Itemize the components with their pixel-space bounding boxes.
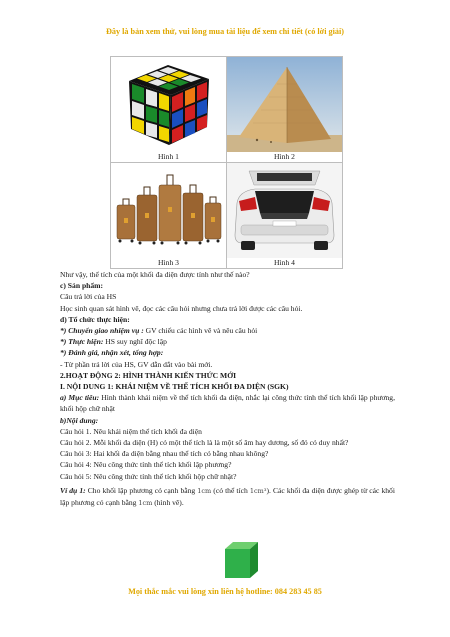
unit-cm: 1cm — [197, 486, 212, 495]
figure-cell-3 — [111, 163, 227, 269]
danh-gia-label: *) Đánh giá, nhận xét, tổng hợp: — [60, 348, 164, 358]
figure-caption-4: Hình 4 — [274, 258, 295, 267]
muc-tieu-label: a) Mục tiêu: — [60, 393, 100, 403]
hoat-dong-2-heading: 2.HOẠT ĐỘNG 2: HÌNH THÀNH KIẾN THỨC MỚI — [60, 370, 237, 380]
muc-tieu-paragraph — [60, 392, 395, 414]
vi-du-text-4: (hình vẽ). — [152, 498, 184, 508]
pyramid-image — [227, 57, 342, 152]
top-banner: Đây là bản xem thử, vui lòng mua tài liệu để xem chi tiết (có lời giải) — [105, 27, 344, 36]
bottom-banner: Mọi thắc mắc vui lòng xin liên hệ hotline: 084 283 45 85 — [128, 587, 322, 596]
vi-du-label: Ví dụ 1: — [60, 485, 86, 495]
question-3: Câu hỏi 3: Hai khối đa diện bằng nhau thể tích có bằng nhau không? — [60, 449, 269, 459]
chuyen-giao-text: GV chiếu các hình vẽ và nêu câu hỏi — [143, 326, 258, 336]
thuc-hien-label: *) Thực hiện: — [60, 337, 104, 347]
chuyen-giao-line — [60, 325, 395, 336]
intro-question: Như vậy, thể tích của một khối đa diện được tính như thế nào? — [60, 270, 250, 279]
document-body — [60, 269, 395, 509]
figure-caption-1: Hình 1 — [158, 152, 179, 161]
san-pham-line-1: Câu trả lời của HS — [60, 292, 117, 302]
san-pham-line-2: Học sinh quan sát hình vẽ, đọc các câu hỏi nhưng chưa trả lời được các câu hỏi. — [60, 303, 303, 313]
thuc-hien-text: HS suy nghĩ độc lập — [103, 337, 167, 347]
vi-du-text-3: ). Các khối đa diện được ghép từ các khối lập phương có cạnh bằng — [60, 485, 395, 508]
section-san-pham: c) Sản phẩm: — [60, 281, 104, 291]
question-4: Câu hỏi 4: Nêu công thức tính thể tích khối lập phương? — [60, 460, 232, 470]
noi-dung-label: b)Nội dung: — [60, 415, 99, 425]
vi-du-1-paragraph — [60, 485, 395, 509]
figure-cell-2 — [227, 57, 343, 163]
question-5: Câu hỏi 5: Nêu công thức tính thể tích khối hộp chữ nhật? — [60, 471, 237, 481]
question-2: Câu hỏi 2. Mỗi khối đa diện (H) có một thể tích là là một số âm hay dương, số đó có duy nhất? — [60, 438, 349, 448]
vi-du-text-1: Cho khối lập phương có cạnh bằng — [85, 485, 198, 495]
car-trunk-image — [227, 163, 342, 258]
thuc-hien-line — [60, 336, 395, 347]
section-to-chuc: d) Tổ chức thực hiện: — [60, 314, 130, 324]
figure-caption-2: Hình 2 — [274, 152, 295, 161]
muc-tieu-text: Hình thành khái niệm về thể tích khối đa diện, nhắc lại công thức tính thể tích khối lập phương, khối hộp chữ nhật — [60, 393, 396, 414]
noi-dung-1-heading: I. NỘI DUNG 1: KHÁI NIỆM VỀ THỂ TÍCH KHỐI ĐA DIỆN (SGK) — [60, 382, 289, 392]
chuyen-giao-label: *) Chuyển giao nhiệm vụ : — [60, 326, 144, 336]
danh-gia-text: - Từ phần trả lời của HS, GV dẫn dắt vào bài mới. — [60, 359, 213, 369]
vi-du-text-2: (có thể tích — [211, 485, 250, 495]
green-cube-figure — [222, 540, 260, 585]
figure-caption-3: Hình 3 — [158, 258, 179, 267]
figure-table — [110, 56, 343, 269]
unit-cm-2: 1cm — [138, 499, 153, 508]
rubik-cube-image — [111, 57, 226, 152]
question-1: Câu hỏi 1. Nêu khái niệm thể tích khối đa diện — [60, 426, 202, 436]
unit-cm3: 1cm³ — [249, 486, 267, 495]
figure-cell-1 — [111, 57, 227, 163]
suitcases-image — [111, 163, 226, 258]
figure-cell-4 — [227, 163, 343, 269]
